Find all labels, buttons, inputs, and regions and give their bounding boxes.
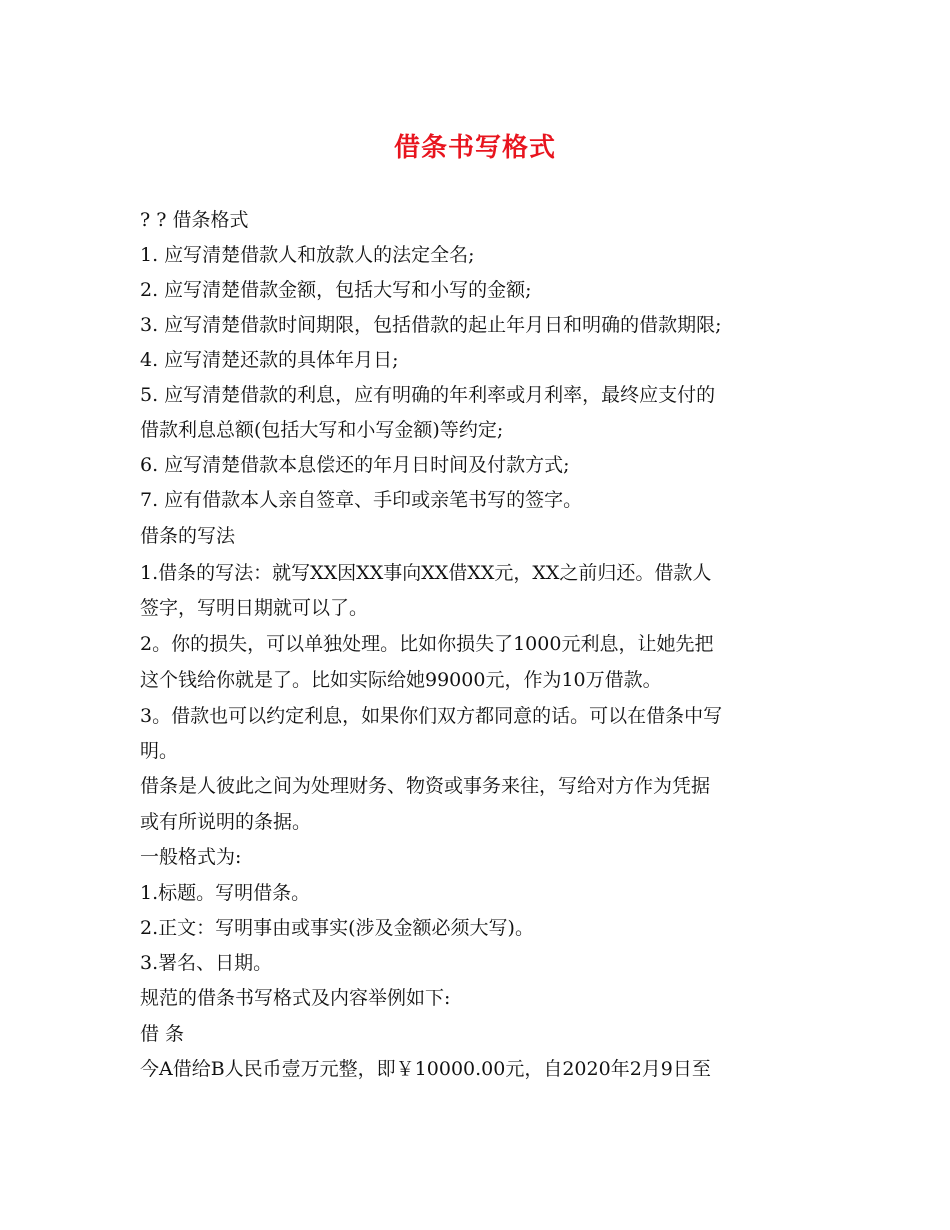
text-line: 4. 应写清楚还款的具体年月日; <box>140 349 399 371</box>
text-line: 1.标题。写明借条。 <box>140 882 311 904</box>
section-heading: 借 条 <box>140 1023 185 1045</box>
text-line: 7. 应有借款本人亲自签章、手印或亲笔书写的签字。 <box>140 489 583 511</box>
text-line: 签字，写明日期就可以了。 <box>140 597 369 619</box>
text-line: 3。借款也可以约定利息，如果你们双方都同意的话。可以在借条中写 <box>140 705 723 727</box>
text-line: 3. 应写清楚借款时间期限，包括借款的起止年月日和明确的借款期限; <box>140 314 722 336</box>
text-line: 借款利息总额(包括大写和小写金额)等约定; <box>140 419 504 441</box>
text-line: 明。 <box>140 740 179 762</box>
text-line: 一般格式为: <box>140 846 242 868</box>
text-line: 6. 应写清楚借款本息偿还的年月日时间及付款方式; <box>140 454 570 476</box>
text-line: 2. 应写清楚借款金额，包括大写和小写的金额; <box>140 279 532 301</box>
text-line: 借条是人彼此之间为处理财务、物资或事务来往，写给对方作为凭据 <box>140 775 711 797</box>
text-line: 1. 应写清楚借款人和放款人的法定全名; <box>140 244 475 266</box>
page-title: 借条书写格式 <box>393 133 556 163</box>
text-line: 规范的借条书写格式及内容举例如下: <box>140 987 451 1009</box>
text-line: 2。你的损失，可以单独处理。比如你损失了1000元利息，让她先把 <box>140 633 714 655</box>
text-line: 1.借条的写法：就写XX因XX事向XX借XX元，XX之前归还。借款人 <box>140 562 712 584</box>
text-line: 或有所说明的条据。 <box>140 811 312 833</box>
text-line: 5. 应写清楚借款的利息，应有明确的年利率或月利率，最终应支付的 <box>140 384 716 406</box>
section-heading: 借条的写法 <box>140 525 236 547</box>
text-line: 3.署名、日期。 <box>140 952 273 974</box>
text-line: ? ? 借条格式 <box>140 209 249 231</box>
text-line: 今A借给B人民币壹万元整，即￥10000.00元，自2020年2月9日至 <box>140 1058 711 1080</box>
text-line: 2.正文：写明事由或事实(涉及金额必须大写)。 <box>140 917 534 939</box>
text-line: 这个钱给你就是了。比如实际给她99000元，作为10万借款。 <box>140 669 662 691</box>
